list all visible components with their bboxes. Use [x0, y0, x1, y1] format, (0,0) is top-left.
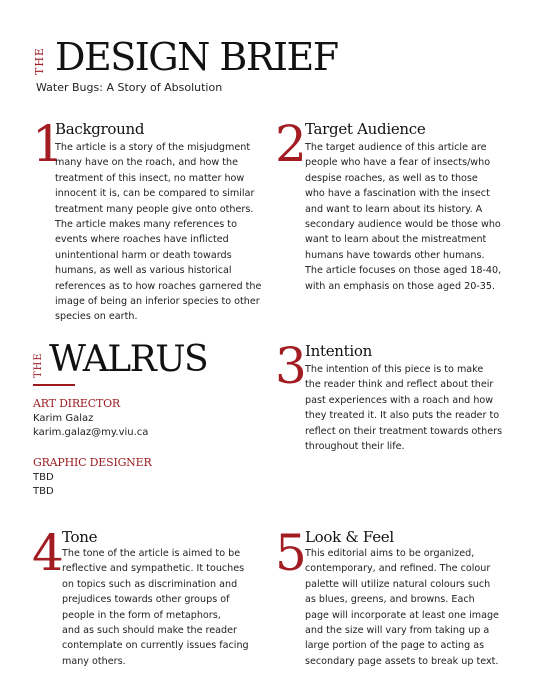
section-body-tone [62, 546, 267, 669]
body-line: as blues, greens, and browns. Each [305, 594, 475, 606]
graphic-designer-line-2: TBD [33, 486, 54, 497]
body-line: humans have towards other humans. [305, 249, 485, 261]
graphic-designer-line-1: TBD [33, 472, 54, 483]
body-line: species on earth. [55, 311, 138, 323]
body-line: humans, as well as various historical [55, 265, 232, 277]
body-line: many others. [62, 655, 126, 667]
body-line: and the size will vary from taking up a [305, 625, 490, 637]
page-title: DESIGN BRIEF [55, 35, 338, 79]
section-title-look-feel: Look & Feel [305, 528, 394, 546]
body-line: The article is a story of the misjudgment [55, 142, 251, 153]
art-director-email: karim.galaz@my.viu.ca [33, 427, 149, 438]
body-line: treatment many people give onto others. [55, 203, 254, 215]
section-title-tone: Tone [62, 528, 98, 546]
section-body-background [55, 140, 270, 325]
section-body-audience [305, 140, 520, 294]
body-line: many have on the roach, and how the [55, 157, 239, 169]
body-line: past experiences with a roach and how [305, 394, 494, 406]
body-line: reflective and sympathetic. It touches [62, 563, 245, 575]
art-director-name: Karim Galaz [33, 413, 94, 424]
body-line: The article makes many references to [55, 219, 237, 231]
body-line: image of being an inferior species to other [55, 296, 260, 308]
body-line: unintentional harm or death towards [55, 249, 232, 261]
body-line: The tone of the article is aimed to be [62, 548, 241, 559]
body-line: people in the form of metaphors, [62, 609, 221, 621]
section-title-background: Background [55, 120, 145, 138]
section-title-audience: Target Audience [305, 120, 426, 138]
body-line: palette will utilize natural colours such [305, 578, 491, 590]
body-line: secondary page assets to break up text. [305, 655, 499, 667]
body-line: secondary audience would be those who [305, 219, 501, 231]
body-line: The intention of this piece is to make [305, 364, 484, 375]
body-line: the reader think and reflect about their [305, 379, 494, 391]
body-line: The target audience of this article are [305, 142, 487, 153]
body-line: events where roaches have inflicted [55, 234, 229, 246]
body-line: references as to how roaches garnered the [55, 280, 262, 292]
body-line: want to learn about the mistreatment [305, 234, 487, 246]
body-line: prejudices towards other groups of [62, 594, 230, 606]
section-number-3: 3 [275, 337, 307, 395]
graphic-designer-role: GRAPHIC DESIGNER [33, 456, 152, 469]
body-line: treatment of this insect, no matter how [55, 172, 245, 184]
walrus-title: WALRUS [49, 339, 208, 380]
body-line: large portion of the page to acting as [305, 640, 485, 652]
body-line: page will incorporate at least one image [305, 609, 499, 621]
section-number-2: 2 [275, 115, 307, 173]
body-line: they treated it. It also puts the reader to [305, 410, 500, 422]
body-line: The article focuses on those aged 18-40, [305, 265, 502, 277]
body-line: who have a fascination with the insect [305, 188, 490, 200]
body-line: on topics such as discrimination and [62, 578, 238, 590]
section-title-intention: Intention [305, 342, 372, 360]
page-subtitle: Water Bugs: A Story of Absolution [36, 81, 223, 94]
section-body-intention [305, 362, 520, 454]
body-line: people who have a fear of insects/who [305, 157, 491, 169]
section-body-look-feel [305, 546, 520, 669]
section-number-1: 1 [32, 115, 64, 173]
body-line: and want to learn about its history. A [305, 203, 483, 215]
body-line: innocent it is, can be compared to similar [55, 188, 255, 200]
section-number-5: 5 [275, 524, 307, 582]
body-line: and as such should make the reader [62, 625, 237, 637]
body-line: reflect on their treatment towards others [305, 425, 503, 437]
section-number-4: 4 [32, 524, 64, 582]
body-line: throughout their life. [305, 441, 405, 453]
body-line: despise roaches, as well as to those [305, 172, 478, 184]
body-line: contemplate on currently issues facing [62, 640, 249, 652]
walrus-the-label: THE [33, 352, 44, 378]
body-line: contemporary, and refined. The colour [305, 563, 491, 575]
art-director-role: ART DIRECTOR [33, 397, 120, 410]
body-line: with an emphasis on those aged 20-35. [305, 280, 496, 292]
header-the-label: THE [33, 47, 46, 75]
body-line: This editorial aims to be organized, [305, 548, 475, 559]
walrus-divider [33, 384, 75, 386]
